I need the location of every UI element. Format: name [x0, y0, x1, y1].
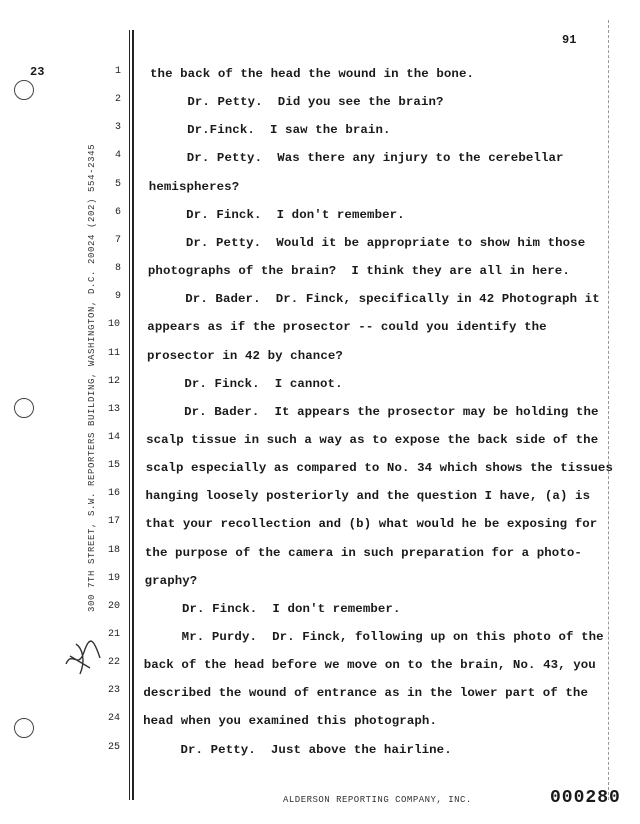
- transcript-line: described the wound of entrance as in the lower part of the: [143, 686, 588, 701]
- line-number: 12: [108, 375, 121, 387]
- transcript-line: hanging loosely posteriorly and the question I have, (a) is: [145, 489, 591, 504]
- footer-company: ALDERSON REPORTING COMPANY, INC.: [283, 795, 472, 805]
- transcript-line: prosector in 42 by chance?: [147, 348, 343, 363]
- transcript-line: Dr. Petty. Was there any injury to the cerebellar: [149, 151, 564, 166]
- transcript-line: Dr. Finck. I cannot.: [146, 376, 343, 391]
- transcript-line: hemispheres?: [148, 179, 240, 194]
- transcript-line: scalp tissue in such a way as to expose the back side of the: [146, 432, 599, 447]
- margin-rule-left-double: [132, 30, 134, 800]
- transcript-line: head when you examined this photograph.: [143, 714, 437, 729]
- transcript-line: Dr.Finck. I saw the brain.: [149, 123, 391, 138]
- line-number: 16: [108, 488, 121, 500]
- line-number: 11: [108, 347, 121, 359]
- transcript-line: the purpose of the camera in such preparation for a photo-: [144, 545, 582, 560]
- transcript-line: Dr. Finck. I don't remember.: [144, 601, 401, 616]
- line-number: 2: [115, 94, 122, 106]
- transcript-line: Dr. Petty. Did you see the brain?: [149, 95, 444, 110]
- line-number: 13: [108, 403, 121, 415]
- transcript-line: the back of the head the wound in the bone.: [150, 67, 475, 81]
- transcript-line: graphy?: [144, 573, 198, 588]
- line-number: 8: [115, 263, 122, 275]
- transcript-line: back of the head before we move on to the brain, No. 43, you: [143, 658, 596, 673]
- transcript-line: Dr. Bader. Dr. Finck, specifically in 42 Photograph it: [147, 292, 600, 307]
- transcript-line: that your recollection and (b) what would he be exposing for: [145, 517, 598, 532]
- transcript-line: Dr. Bader. It appears the prosector may be holding the: [146, 404, 599, 419]
- line-number: 19: [108, 572, 121, 584]
- signature-mark: [60, 630, 108, 678]
- line-number: 14: [108, 431, 121, 443]
- line-number: 20: [108, 600, 121, 612]
- line-number: 24: [108, 713, 121, 725]
- line-number: 1: [115, 66, 122, 77]
- line-number: 10: [108, 319, 121, 331]
- line-number: 7: [115, 234, 122, 246]
- line-number: 5: [115, 178, 122, 190]
- margin-rule-right: [608, 20, 609, 800]
- line-number: 4: [115, 150, 122, 162]
- line-number: 3: [115, 122, 122, 134]
- punch-hole-middle: [14, 398, 34, 418]
- transcript-line: scalp especially as compared to No. 34 which shows the tissues: [145, 461, 614, 476]
- document-number: 000280: [550, 788, 621, 808]
- punch-hole-bottom: [14, 718, 34, 738]
- punch-hole-top: [14, 80, 34, 100]
- reporter-address: 300 7TH STREET, S.W. REPORTERS BUILDING, WASHINGTON, D.C. 20024 (202) 554-2345: [87, 143, 97, 612]
- page-number: 91: [562, 33, 577, 47]
- line-number: 22: [108, 657, 121, 669]
- corner-number: 23: [30, 65, 45, 79]
- line-number: 9: [115, 291, 122, 303]
- line-number: 17: [108, 516, 121, 528]
- transcript-line: Dr. Petty. Just above the hairline.: [142, 742, 452, 757]
- margin-rule-left: [129, 30, 130, 800]
- transcript-line: appears as if the prosector -- could you identify the: [147, 320, 547, 335]
- transcript-line: photographs of the brain? I think they are all in here.: [147, 264, 570, 279]
- line-number: 21: [108, 629, 121, 640]
- transcript-line: Mr. Purdy. Dr. Finck, following up on this photo of the: [144, 630, 604, 644]
- line-number: 25: [108, 741, 121, 753]
- line-number: 18: [108, 544, 121, 556]
- transcript-line: Dr. Finck. I don't remember.: [148, 207, 405, 222]
- transcript-line: Dr. Petty. Would it be appropriate to show him those: [148, 235, 586, 250]
- line-number: 15: [108, 460, 121, 472]
- line-number: 6: [115, 206, 122, 218]
- line-number: 23: [108, 685, 121, 697]
